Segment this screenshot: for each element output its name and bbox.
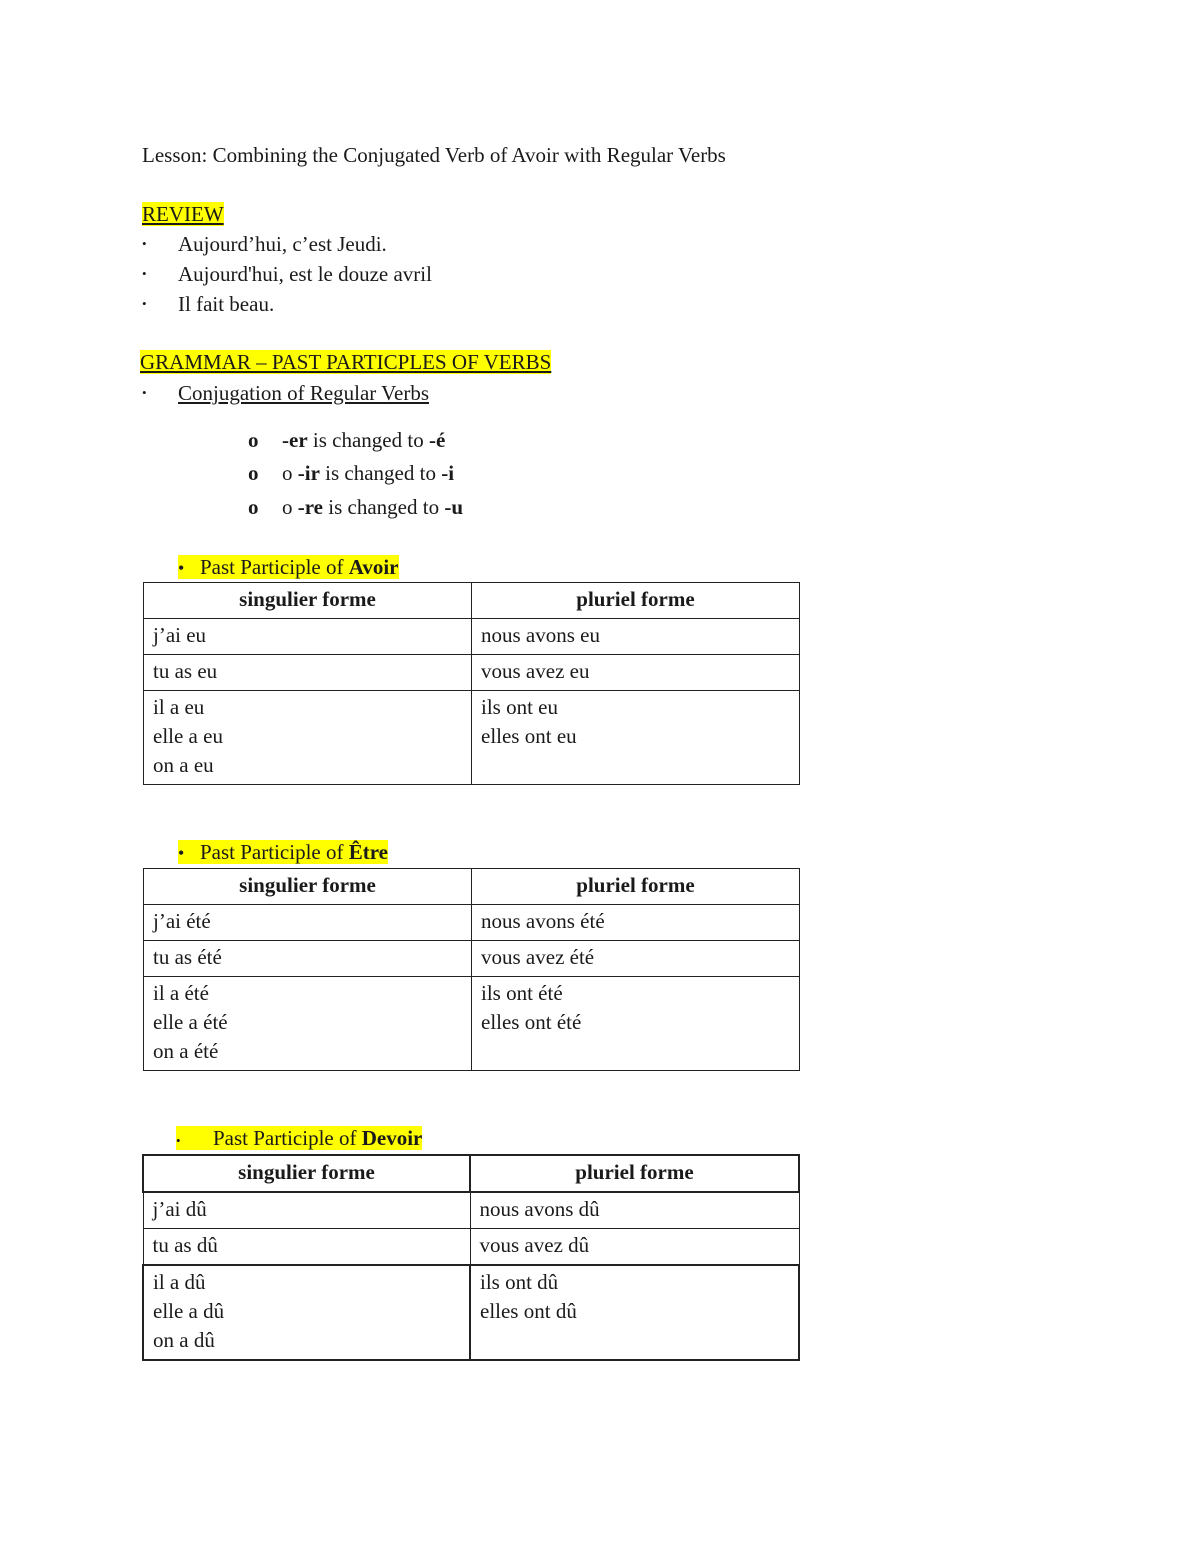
table-row [143,1265,799,1360]
avoir-conjugation-table [143,582,800,785]
verb-name: Avoir [348,555,399,579]
devoir-conjugation-table [142,1154,800,1361]
rule-ending: -er [282,428,308,452]
bullet-icon: • [176,1133,181,1148]
grammar-subheading [142,381,429,406]
review-item [142,292,274,317]
bullet-icon: • [142,296,147,311]
avoir-heading: • Past Participle of Avoir [178,555,399,579]
circle-bullet-icon: o [248,495,259,519]
review-heading [142,202,224,227]
plural-cell: ils ont été elles ont été [472,977,800,1071]
singular-cell: tu as eu [144,655,472,691]
singular-cell: j’ai eu [144,619,472,655]
review-item [142,232,387,257]
bullet-icon: • [178,558,185,578]
plural-cell: nous avons eu [472,619,800,655]
singular-cell: tu as été [144,941,472,977]
bullet-icon: • [142,385,147,400]
rule-line: o o -re is changed to -u [248,495,464,519]
singular-cell: il a eu elle a eu on a eu [144,691,472,785]
column-header-singular: singulier forme [144,583,472,619]
table-header-row [144,869,800,905]
bullet-icon: • [142,236,147,251]
verb-name: Devoir [361,1126,423,1150]
etre-heading: • Past Participle of Être [178,840,388,864]
review-item-text: Il fait beau. [178,292,275,316]
devoir-heading: • Past Participle of Devoir [176,1126,423,1150]
table-row [144,905,800,941]
column-header-plural: pluriel forme [472,583,800,619]
review-item-text: Aujourd’hui, c’est Jeudi. [178,232,387,256]
review-item-text: Aujourd'hui, est le douze avril [178,262,432,286]
table-row [144,977,800,1071]
plural-cell: nous avons dû [470,1192,799,1229]
rule-ending: -re [297,495,324,519]
verb-name: Être [348,840,388,864]
plural-cell: ils ont dû elles ont dû [470,1265,799,1360]
etre-conjugation-table [143,868,800,1071]
plural-cell: vous avez été [472,941,800,977]
rule-result: -i [441,461,455,485]
lesson-title: Lesson: Combining the Conjugated Verb of Avoir with Regular Verbs [142,143,726,167]
rule-ending: -ir [297,461,320,485]
rule-result: -u [444,495,464,519]
table-row [144,691,800,785]
table-row [143,1192,799,1229]
table-row [144,655,800,691]
table-row [144,941,800,977]
singular-cell: tu as dû [143,1229,470,1266]
column-header-singular: singulier forme [144,869,472,905]
column-header-plural: pluriel forme [472,869,800,905]
review-item [142,262,432,287]
rule-line: o -er is changed to -é [248,428,446,452]
plural-cell: vous avez dû [470,1229,799,1266]
circle-bullet-icon: o [248,428,259,452]
grammar-heading [140,350,551,375]
column-header-plural: pluriel forme [470,1155,799,1192]
singular-cell: j’ai été [144,905,472,941]
singular-cell: il a dû elle a dû on a dû [143,1265,470,1360]
singular-cell: il a été elle a été on a été [144,977,472,1071]
bullet-icon: • [142,266,147,281]
rule-result: -é [428,428,446,452]
table-header-row [144,583,800,619]
singular-cell: j’ai dû [143,1192,470,1229]
table-row [144,619,800,655]
rule-line: o o -ir is changed to -i [248,461,455,485]
table-row [143,1229,799,1266]
table-header-row [143,1155,799,1192]
bullet-icon: • [178,843,185,863]
circle-bullet-icon: o [248,461,259,485]
plural-cell: vous avez eu [472,655,800,691]
plural-cell: ils ont eu elles ont eu [472,691,800,785]
grammar-subheading-text: Conjugation of Regular Verbs [178,381,429,405]
plural-cell: nous avons été [472,905,800,941]
column-header-singular: singulier forme [143,1155,470,1192]
review-heading-text: REVIEW [142,202,224,226]
grammar-heading-text: GRAMMAR – PAST PARTICPLES OF VERBS [140,350,552,374]
